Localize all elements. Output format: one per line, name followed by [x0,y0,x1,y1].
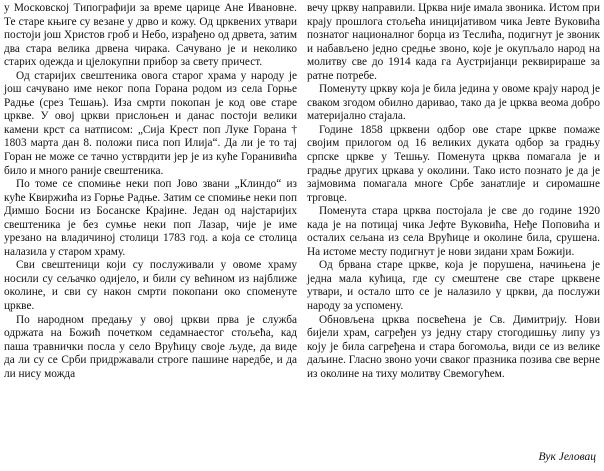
paragraph: Поменута стара црква постојала је све до године 1920 када је на потицај чика Јефте Вуковића, Неђе Поповића и осталих сељана из села Врућице и околине била, срушена. На истоме месту подигнут је нови зидани храм Божији. [307,205,600,258]
paragraph: Сви свештеници који су послуживали у овоме храму носили су сељачко одијело, и били су већином из најближе околине, и сви су након смрти покопани око споменуте цркве. [4,259,297,313]
paragraph: Од старијих свештеника овога старог храма у народу је још сачувано име неког попа Горана родом из села Горње Радње (срез Тешањ). Иза смрти покопан је код ове старе цркве. У овој цркви прислоњен и данас постоји велики камени крст са натписом: „Сија Крест поп Луке Горана † 1803 марта дан 8. положи писа поп Илија“. Да ли је то тај Горан не може се тачно устврдити јер је из куће Горанивића било и много раније свештеника. [4,69,297,177]
paragraph: По народном предању у овој цркви прва је служба одржата на Божић почетком седамнаестог стољећа, кад паша травнички посла у село Врућицу своје људе, да виде да ли су се Срби придржавали строге пашине наредбе, и да ли ниcу можда [4,313,297,380]
left-column [4,2,297,381]
article-body [4,2,600,381]
paragraph: Године 1858 црквени одбор ове старе цркве помаже својим прилогом од 16 великих дуката одбор за градњу српске цркве у Тешњу. Поменута црква помагала је и градње других цркава у околини. Тако исто познато је да је зајмовима помагала многе Србе занатлије и сиромашне трговце. [307,123,600,204]
author-signature: Вук Јеловац [538,451,596,463]
right-column [307,2,600,381]
paragraph: Поменуту цркву која је била једина у овоме крају народ је сваком згодом обилно даривао, тако да је црква веома добро материјално стајала. [307,83,600,123]
paragraph: Обновљена црква посвећена је Св. Димитрију. Нови бијели храм, сагређен уз једну стару стогодишњу липу уз коју је била сагређена и стара богомоља, види се из велике даљине. Гласно звоно уочи сваког празника позива све верне из околине на тиху молитву Свемогућем. [307,313,600,380]
paragraph: Од брвана старе цркве, која је порушена, начињена је једна мала кућица, где су смештене све старе црквене утвари, и остало што се је налазило у цркви, да послужи народу за успомену. [307,259,600,313]
paragraph: По томе се спомиње неки поп Јово звани „Клиндо“ из куће Квиржића из Горње Радње. Затим се спомиње неки поп Димшо Босни из Босанске Крајине. Један од најстаријих свештеника је без сумње неки поп Лазар, чије је име урезано на владичиној столици 1783 год. а која се столица налазила у старом храму. [4,178,297,258]
paragraph: у Московској Типографији за време царице Ане Ивановне. Те старе књиге су везане у дрво и кожу. Од црквених утвари постоји још Христов гроб и Небо, израђено од дрвета, затим два стара велика дрвена чирака. Сачувано је и неколико старих одежда и цјелокупни прибор за свету причест. [4,2,297,69]
paragraph: вечу цркву направили. Црква није имала звоника. Истом при крају прошлога стољећа иницијативом чика Јевте Вуковића познатог националног борца из Теслића, подигнут је звоник и набављено једно средње звоно, које је окупљало народ на молитву све до 1914 када га Аустријанци реквирираше за ратне потребе. [307,2,600,82]
